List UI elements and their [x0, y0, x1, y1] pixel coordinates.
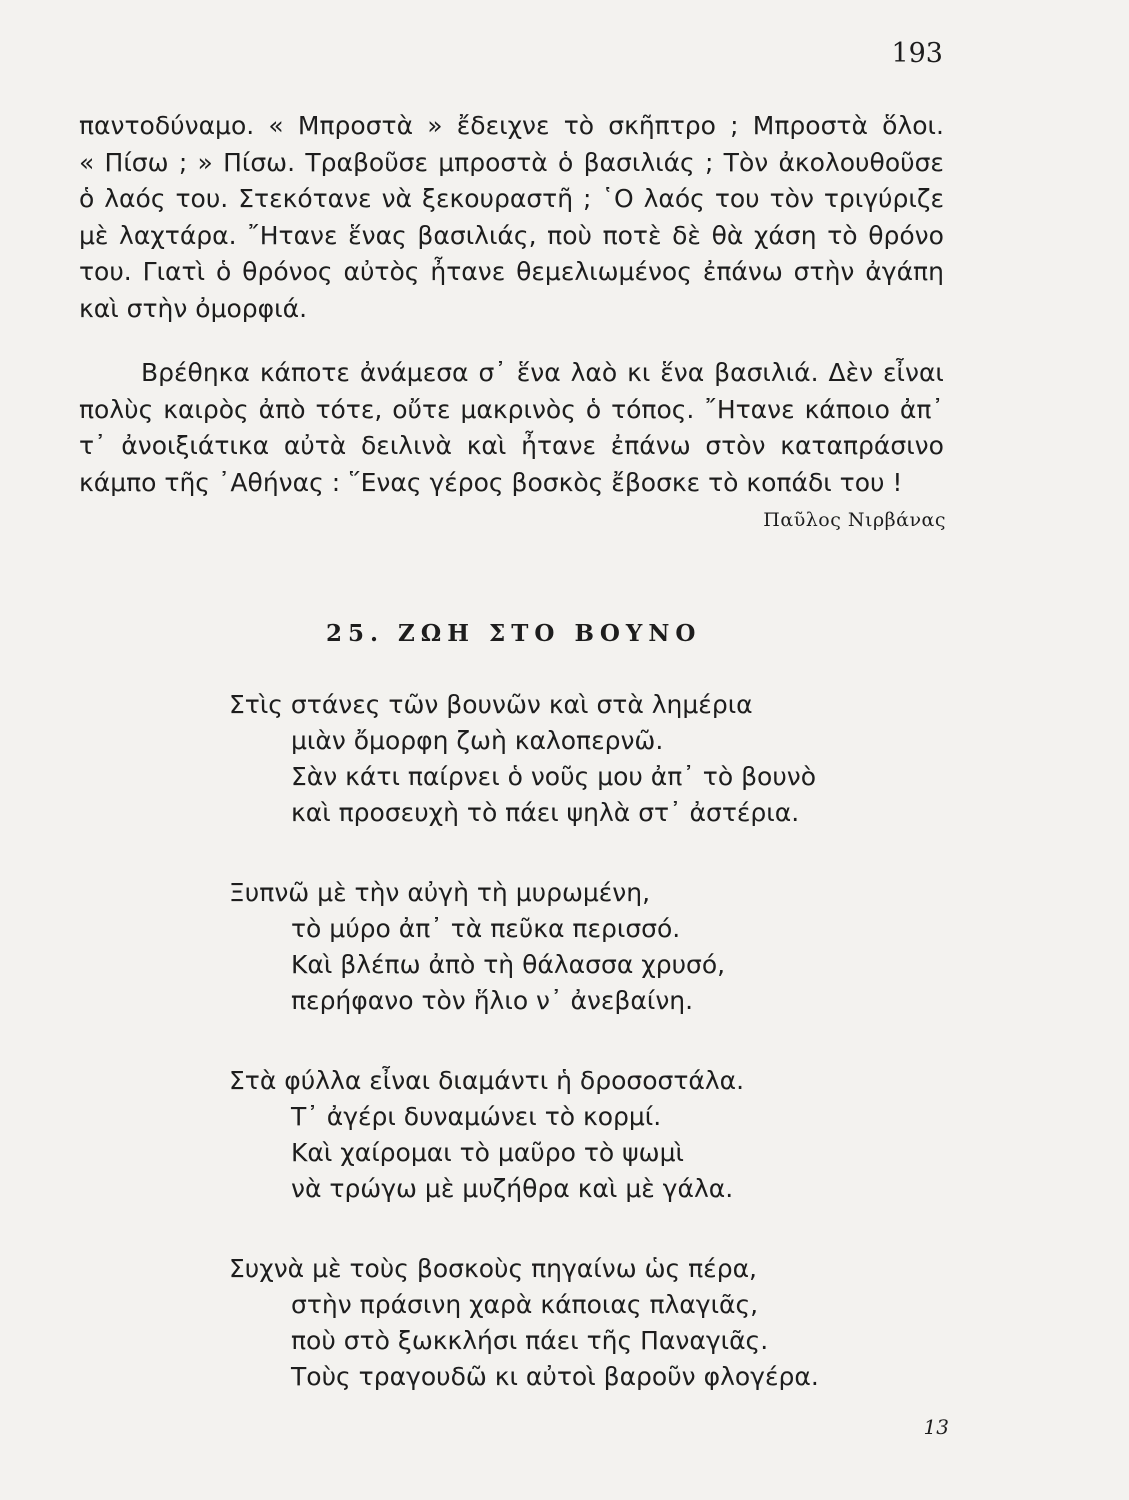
- poem-line: καὶ προσευχὴ τὸ πάει ψηλὰ στ᾿ ἀστέρια.: [291, 798, 800, 827]
- poem-line: στὴν πράσινη χαρὰ κάποιας πλαγιᾶς,: [291, 1290, 759, 1319]
- poem-line: Τ᾿ ἀγέρι δυναμώνει τὸ κορμί.: [291, 1102, 662, 1131]
- poem-stanza: [229, 875, 819, 1019]
- prose-line: Βρέθηκα κάποτε ἀνάμεσα σ᾿ ἕνα λαὸ κι ἕνα βασιλιά. Δὲν εἶναι: [141, 358, 944, 387]
- poem-line: νὰ τρώγω μὲ μυζήθρα καὶ μὲ γάλα.: [291, 1174, 734, 1203]
- poem-title: 25. ΖΩΗ ΣΤΟ ΒΟΥΝΟ: [326, 620, 702, 647]
- poem-line: Στὰ φύλλα εἶναι διαμάντι ἡ δροσοστάλα.: [229, 1066, 745, 1095]
- poem-line: περήφανο τὸν ἥλιο ν᾿ ἀνεβαίνη.: [291, 986, 694, 1015]
- poem-line: Καὶ βλέπω ἀπὸ τὴ θάλασσα χρυσό,: [291, 950, 726, 979]
- prose-line: τ᾿ ἀνοιξιάτικα αὐτὰ δειλινὰ καὶ ἦτανε ἐπάνω στὸν καταπράσινο: [79, 431, 944, 460]
- poem-line: Συχνὰ μὲ τοὺς βοσκοὺς πηγαίνω ὡς πέρα,: [229, 1254, 757, 1283]
- prose-line: μὲ λαχτάρα. ῎Ητανε ἕνας βασιλιάς, ποὺ ποτὲ δὲ θὰ χάση τὸ θρόνο: [79, 220, 944, 250]
- poem: [229, 687, 819, 1439]
- prose-text: [79, 108, 944, 501]
- poem-line: μιὰν ὄμορφη ζωὴ καλοπερνῶ.: [291, 726, 664, 755]
- prose-paragraph: [79, 108, 944, 327]
- poem-line: Στὶς στάνες τῶν βουνῶν καὶ στὰ λημέρια: [229, 690, 753, 719]
- prose-line: ὁ λαός του. Στεκότανε νὰ ξεκουραστῆ ; ῾Ο λαός του τὸν τριγύριζε: [79, 184, 944, 213]
- poem-line: Σὰν κάτι παίρνει ὁ νοῦς μου ἀπ᾿ τὸ βουνὸ: [291, 762, 817, 791]
- prose-line: πολὺς καιρὸς ἀπὸ τότε, οὔτε μακρινὸς ὁ τόπος. ῎Ητανε κάποιο ἀπ᾿: [79, 394, 944, 424]
- prose-line: καὶ στὴν ὀμορφιά.: [79, 293, 308, 323]
- signature-number: 13: [923, 1415, 949, 1439]
- prose-paragraph: [79, 355, 944, 501]
- poem-line: Καὶ χαίρομαι τὸ μαῦρο τὸ ψωμὶ: [291, 1138, 684, 1167]
- poem-stanza: [229, 687, 819, 831]
- prose-line: παντοδύναμο. « Μπροστὰ » ἔδειχνε τὸ σκῆπτρο ; Μπροστὰ ὅλοι.: [79, 111, 944, 140]
- prose-line: « Πίσω ; » Πίσω. Τραβοῦσε μπροστὰ ὁ βασιλιάς ; Τὸν ἀκολουθοῦσε: [79, 147, 944, 177]
- author-signature: Παῦλος Νιρβάνας: [763, 509, 946, 531]
- poem-line: Τοὺς τραγουδῶ κι αὐτοὶ βαροῦν φλογέρα.: [291, 1362, 819, 1391]
- poem-stanza: [229, 1063, 819, 1207]
- poem-line: ποὺ στὸ ξωκκλήσι πάει τῆς Παναγιᾶς.: [291, 1326, 769, 1355]
- poem-line: τὸ μύρο ἀπ᾿ τὰ πεῦκα περισσό.: [291, 914, 681, 943]
- page-number: 193: [891, 38, 943, 69]
- prose-line: κάμπο τῆς ᾿Αθήνας : ῞Ενας γέρος βοσκὸς ἔβοσκε τὸ κοπάδι του !: [79, 467, 903, 497]
- prose-line: του. Γιατὶ ὁ θρόνος αὐτὸς ἦτανε θεμελιωμένος ἐπάνω στὴν ἀγάπη: [79, 257, 944, 286]
- poem-line: Ξυπνῶ μὲ τὴν αὐγὴ τὴ μυρωμένη,: [229, 878, 651, 907]
- poem-stanza: [229, 1251, 819, 1395]
